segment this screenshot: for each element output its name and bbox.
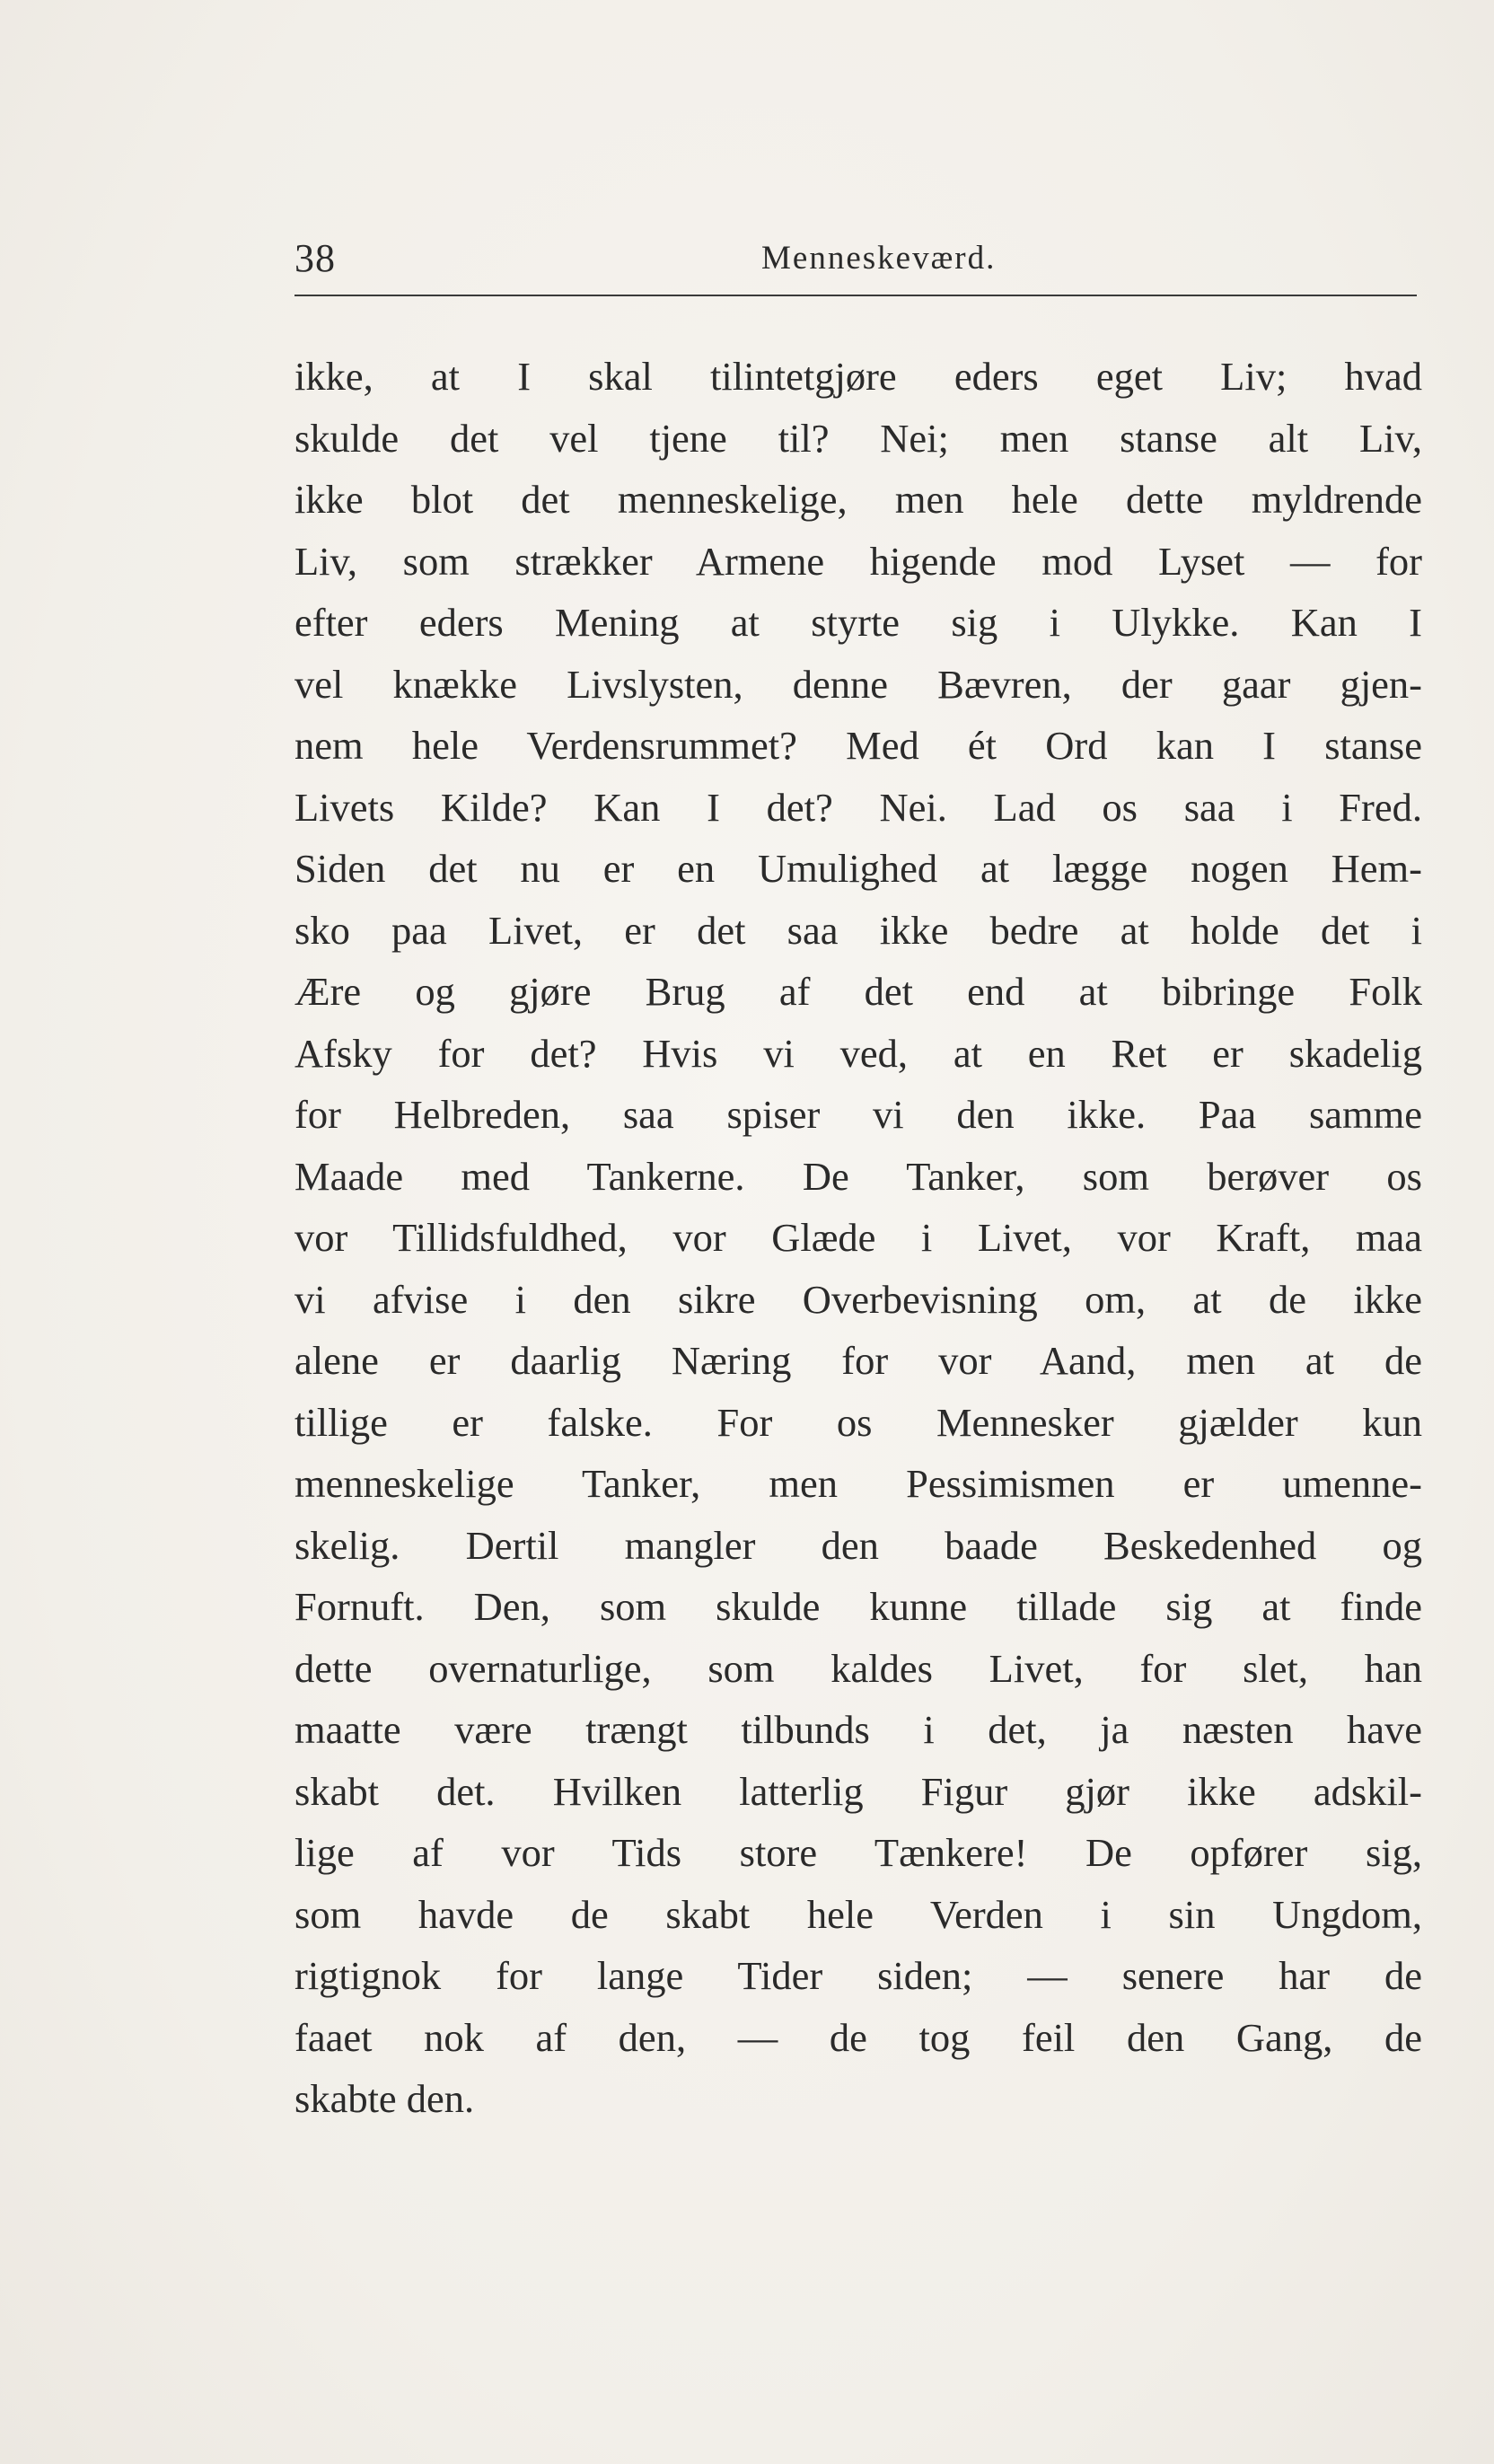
text-line: lige af vor Tids store Tænkere! De opfører sig, [294, 1830, 1422, 1875]
text-line: rigtignok for lange Tider siden; — senere har de [294, 1953, 1422, 1998]
text-line: faaet nok af den, — de tog feil den Gang, de [294, 2014, 1422, 2060]
text-line: Fornuft. Den, som skulde kunne tillade sig at finde [294, 1584, 1422, 1629]
page-header [294, 232, 1417, 286]
text-line: tillige er falske. For os Mennesker gjælder kun [294, 1399, 1422, 1445]
body-text [294, 346, 1422, 2130]
text-line: alene er daarlig Næring for vor Aand, men at de [294, 1338, 1422, 1383]
text-line: nem hele Verdensrummet? Med ét Ord kan I stanse [294, 723, 1422, 768]
text-line: Livets Kilde? Kan I det? Nei. Lad os saa i Fred. [294, 784, 1422, 830]
text-line: vi afvise i den sikre Overbevisning om, at de ikke [294, 1276, 1422, 1322]
text-line: Afsky for det? Hvis vi ved, at en Ret er skadelig [294, 1030, 1422, 1076]
text-line: Ære og gjøre Brug af det end at bibringe Folk [294, 969, 1422, 1014]
text-line: skulde det vel tjene til? Nei; men stanse alt Liv, [294, 415, 1422, 461]
running-title: Menneskeværd. [761, 240, 997, 277]
text-line: sko paa Livet, er det saa ikke bedre at holde det i [294, 907, 1422, 953]
page-number: 38 [294, 236, 336, 280]
text-line: skabte den. [294, 2076, 475, 2121]
text-line: Maade med Tankerne. De Tanker, som berøver os [294, 1153, 1422, 1199]
text-line: Liv, som strækker Armene higende mod Lyset — for [294, 538, 1422, 584]
text-line: maatte være trængt tilbunds i det, ja næsten have [294, 1707, 1422, 1752]
text-line: menneskelige Tanker, men Pessimismen er umenne- [294, 1461, 1422, 1506]
text-line: Siden det nu er en Umulighed at lægge nogen Hem- [294, 846, 1422, 891]
header-rule [294, 295, 1417, 296]
text-line: vel knække Livslysten, denne Bævren, der gaar gjen- [294, 661, 1422, 707]
text-line: ikke blot det menneskelige, men hele dette myldrende [294, 477, 1422, 522]
text-line: skabt det. Hvilken latterlig Figur gjør ikke adskil- [294, 1768, 1422, 1814]
text-line: dette overnaturlige, som kaldes Livet, for slet, han [294, 1645, 1422, 1691]
text-line: skelig. Dertil mangler den baade Beskedenhed og [294, 1522, 1422, 1568]
text-line: vor Tillidsfuldhed, vor Glæde i Livet, vor Kraft, maa [294, 1215, 1422, 1260]
text-line: for Helbreden, saa spiser vi den ikke. Paa samme [294, 1092, 1422, 1137]
text-line: ikke, at I skal tilintetgjøre eders eget Liv; hvad [294, 354, 1422, 399]
text-line: som havde de skabt hele Verden i sin Ungdom, [294, 1891, 1422, 1937]
text-line: efter eders Mening at styrte sig i Ulykke. Kan I [294, 600, 1422, 645]
